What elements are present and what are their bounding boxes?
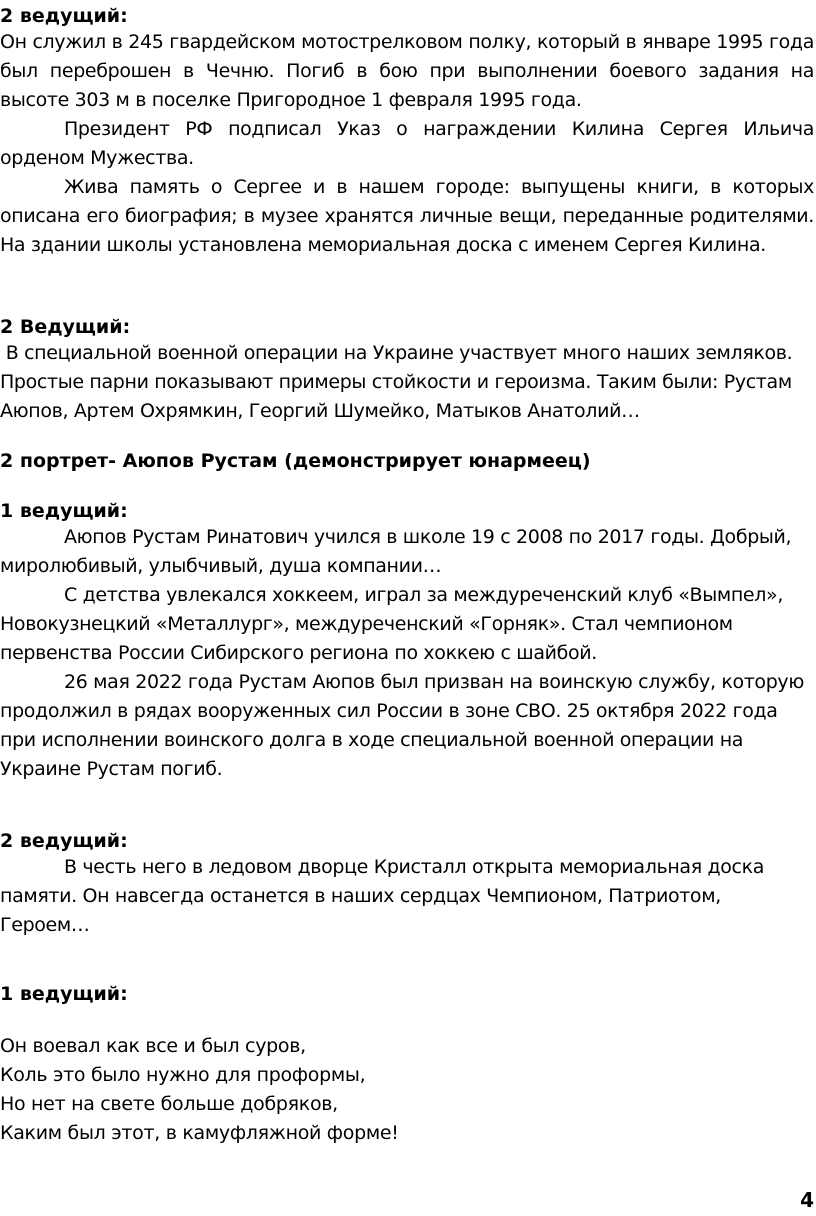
paragraph: Он служил в 245 гвардейском мотострелковом полку, который в январе 1995 года был переброшен в Чечню. Погиб в бою при выполнении боевого задания на высоте 303 м в поселке Пригородное 1 февраля 1995 года.	[0, 31, 814, 111]
paragraph: В честь него в ледовом дворце Кристалл открыта мемориальная доска памяти. Он навсегда останется в наших сердцах Чемпионом, Патриотом, Героем…	[0, 856, 765, 936]
section-portrait	[0, 449, 814, 473]
page-number: 4	[800, 1188, 814, 1212]
portrait-heading: 2 портрет- Аюпов Рустам (демонстрирует юнармеец)	[0, 450, 591, 472]
paragraph: Аюпов Рустам Ринатович учился в школе 19 с 2008 по 2017 годы. Добрый, миролюбивый, улыбчивый, душа компании…	[0, 526, 792, 577]
section-memorial	[0, 829, 814, 940]
speaker-heading: 2 ведущий:	[0, 830, 128, 852]
poem-verse: Он воевал как все и был суров, Коль это было нужно для проформы, Но нет на свете больше добряков, Каким был этот, в камуфляжной форме!	[0, 1035, 399, 1144]
paragraph: В специальной военной операции на Украине участвует много наших земляков. Простые парни показывают примеры стойкости и героизма. Таким были: Рустам Аюпов, Артем Охрямкин, Георгий Шумейко, Матыков Анатолий…	[0, 342, 799, 422]
paragraph: Жива память о Сергее и в нашем городе: выпущены книги, в которых описана его биография; в музее хранятся личные вещи, переданные родителями. На здании школы установлена мемориальная доска с именем Сергея Килина.	[0, 176, 814, 256]
section-svo-intro	[0, 315, 814, 426]
paragraph: С детства увлекался хоккеем, играл за междуреченский клуб «Вымпел», Новокузнецкий «Металлург», междуреченский «Горняк». Стал чемпионом первенства России Сибирского региона по хоккею с шайбой.	[0, 584, 784, 664]
section-poem	[0, 982, 814, 1148]
speaker-heading: 2 Ведущий:	[0, 316, 131, 338]
paragraph: 26 мая 2022 года Рустам Аюпов был призван на воинскую службу, которую продолжил в рядах вооруженных сил России в зоне СВО. 25 октября 2022 года при исполнении воинского долга в ходе специальной военной операции на Украине Рустам погиб.	[0, 671, 804, 780]
speaker-heading: 1 ведущий:	[0, 983, 128, 1005]
section-kilin	[0, 4, 814, 260]
speaker-heading: 1 ведущий:	[0, 500, 128, 522]
section-ayupov	[0, 499, 814, 784]
paragraph: Президент РФ подписал Указ о награждении Килина Сергея Ильича орденом Мужества.	[0, 118, 814, 169]
speaker-heading: 2 ведущий:	[0, 5, 128, 27]
